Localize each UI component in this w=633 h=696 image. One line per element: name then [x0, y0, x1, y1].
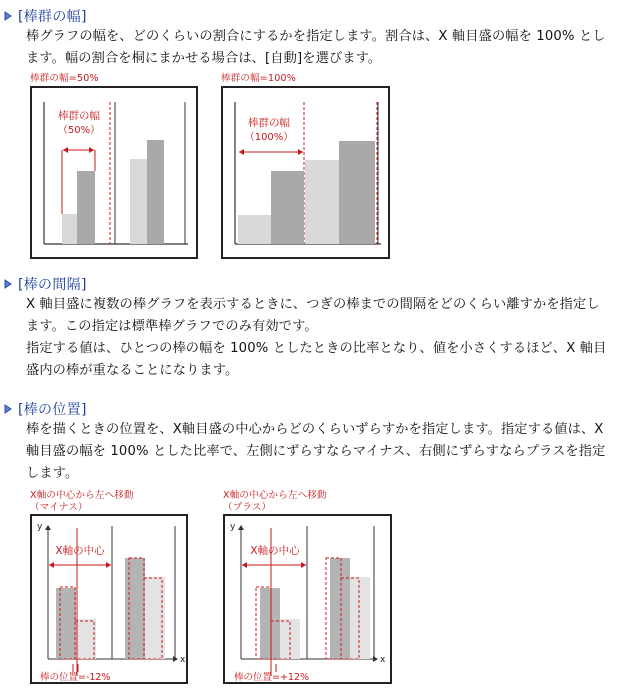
- section-body: [26, 26, 626, 70]
- triangle-right-icon: [0, 8, 16, 24]
- bar: [77, 171, 95, 244]
- section-body: [26, 419, 626, 485]
- text-line: 棒グラフの幅を、どのくらいの割合にするかを指定します。割合は、X 軸目盛の幅を 100% とし: [26, 29, 606, 44]
- label-line2: （50%）: [57, 125, 101, 136]
- y-axis-arrow: [238, 525, 244, 530]
- bar: [271, 171, 304, 244]
- text-line: ます。この指定は標準棒グラフでのみ有効です。: [26, 319, 318, 334]
- section-heading-bar-position: [0, 399, 87, 419]
- section-body: [26, 294, 626, 382]
- figure-bar-position-minus: [30, 514, 188, 684]
- triangle-right-icon: [0, 401, 16, 417]
- arrow-head: [301, 562, 306, 568]
- text-line: X 軸目盛に複数の棒グラフを表示するときに、つぎの棒までの間隔をどのくらい離すかを指定し: [26, 297, 600, 312]
- position-value-label: 棒の位置=+12%: [234, 672, 310, 683]
- text-line: ます。幅の割合を桐にまかせる場合は、[自動]を選びます。: [26, 51, 382, 66]
- label-line2: （100%）: [244, 132, 294, 143]
- x-axis-label: x: [180, 655, 186, 665]
- label-line1: 棒群の幅: [58, 110, 100, 122]
- arrow-head: [106, 562, 111, 568]
- triangle-right-icon: [0, 276, 16, 292]
- y-axis-label: y: [230, 522, 236, 532]
- section-title: [棒の間隔]: [18, 277, 87, 293]
- text-line: 棒を描くときの位置を、X軸目盛の中心からどのくらいずらすかを指定します。指定する値は、X: [26, 422, 604, 437]
- bar: [147, 140, 164, 244]
- text-line: 指定する値は、ひとつの棒の幅を 100% としたときの比率となり、値を小さくするほど、X 軸目: [26, 341, 607, 356]
- figure-bar-width-100: [221, 86, 390, 259]
- arrow-head: [298, 149, 303, 155]
- bar: [305, 160, 339, 244]
- arrow-head: [49, 562, 54, 568]
- figure-caption: X軸の中心から左へ移動: [30, 490, 134, 501]
- bar: [330, 558, 350, 659]
- bar: [260, 588, 280, 659]
- y-axis-label: y: [37, 522, 43, 532]
- bar: [130, 159, 147, 244]
- bar: [62, 214, 77, 244]
- center-label: X軸の中心: [250, 545, 300, 557]
- bar: [56, 588, 76, 659]
- y-axis-arrow: [45, 525, 51, 530]
- arrow-head: [239, 149, 244, 155]
- section-heading-bar-group-width: [0, 6, 87, 26]
- figure-caption: X軸の中心から左へ移動: [223, 490, 327, 501]
- bar: [350, 577, 370, 659]
- figure-caption: 棒群の幅=100%: [221, 73, 296, 84]
- bar: [125, 558, 145, 659]
- label-line1: 棒群の幅: [248, 117, 290, 129]
- arrow-head: [242, 562, 247, 568]
- arrow-head: [89, 147, 94, 153]
- figure-caption-sub: （プラス）: [223, 502, 272, 513]
- arrow-head: [63, 147, 68, 153]
- text-line: します。: [26, 466, 79, 481]
- section-title: [棒の位置]: [18, 402, 87, 418]
- bar: [76, 619, 96, 659]
- figure-caption-sub: （マイナス）: [30, 502, 88, 513]
- section-title: [棒群の幅]: [18, 9, 87, 25]
- text-line: 盛内の棒が重なることになります。: [26, 363, 239, 378]
- bar: [238, 215, 271, 244]
- bar: [339, 141, 375, 244]
- figure-caption: 棒群の幅=50%: [30, 73, 99, 84]
- center-label: X軸の中心: [55, 545, 105, 557]
- position-value-label: 棒の位置=-12%: [40, 672, 111, 683]
- figure-bar-position-plus: [223, 514, 392, 684]
- figure-bar-width-50: [30, 86, 198, 259]
- x-axis-label: x: [380, 655, 386, 665]
- section-heading-bar-spacing: [0, 274, 87, 294]
- text-line: 軸目盛の幅を 100% とした比率で、左側にずらすならマイナス、右側にずらすならプラスを指定: [26, 444, 606, 459]
